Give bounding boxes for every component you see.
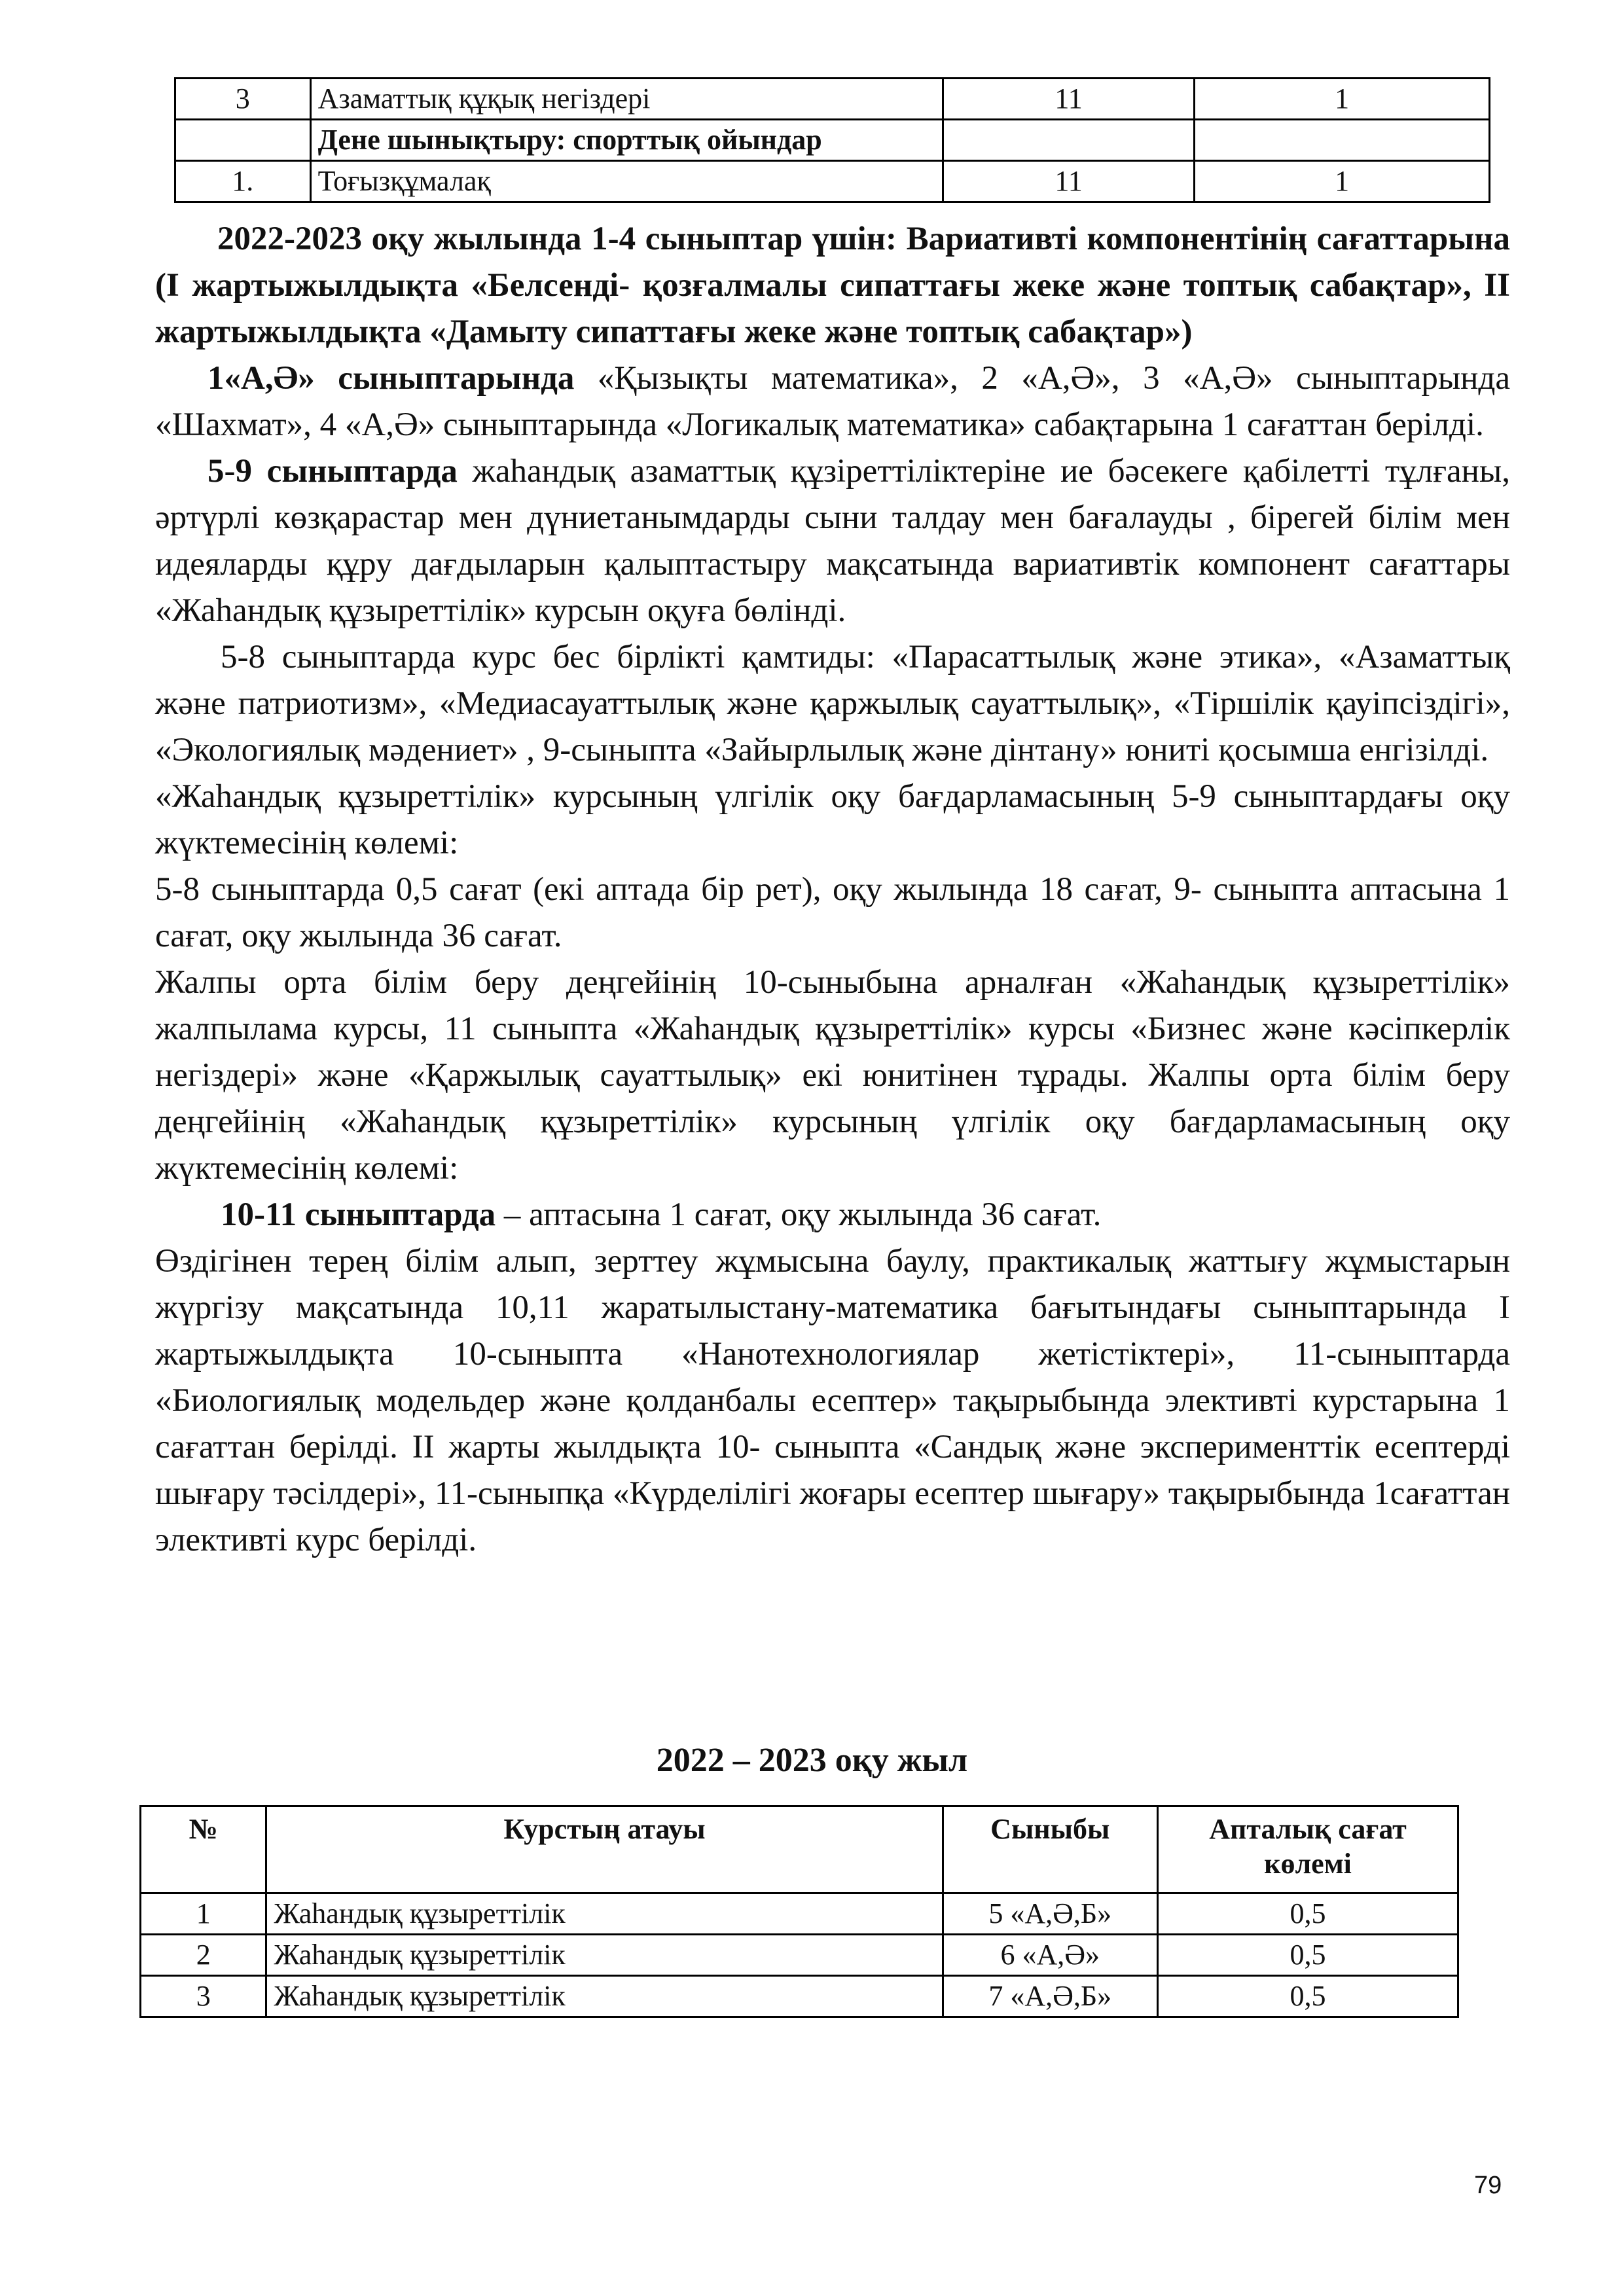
header-course-name: Курстың атауы (266, 1806, 943, 1893)
subject-name: Азаматтық құқық негіздері (310, 79, 943, 120)
row-number: 1. (175, 161, 311, 202)
page-number: 79 (1474, 2172, 1502, 2199)
row-number: 3 (175, 79, 311, 120)
grade-cell: 7 «А,Ә,Б» (943, 1976, 1158, 2017)
grade-cell: 6 «А,Ә» (943, 1935, 1158, 1976)
header-grade: Сыныбы (943, 1806, 1158, 1893)
table-header-row (141, 1806, 1458, 1893)
grade-cell: 5 «А,Ә,Б» (943, 1893, 1158, 1935)
hours-cell: 0,5 (1158, 1976, 1458, 2017)
body-text (155, 216, 1510, 1564)
bold-lead: 5-9 сыныптарда (208, 453, 458, 490)
row-number: 2 (141, 1935, 266, 1976)
paragraph-variative-1-4: 2022-2023 оқу жылында 1-4 сыныптар үшін: Вариативті компонентінің сағаттарына (І жартыжылдықта «Белсенді- қозғалмалы сипаттағы жеке және топтық сабақтар», ІІ жартыжылдықта «Дамыту сипаттағы жеке және топтық сабақтар») (155, 221, 1510, 350)
paragraph-grades-5-9 (155, 448, 1510, 634)
section-heading-cell: Дене шынықтыру: спорттық ойындар (310, 120, 943, 161)
table-row (175, 120, 1490, 161)
row-number (175, 120, 311, 161)
header-weekly-hours: Апталық сағат көлемі (1158, 1806, 1458, 1893)
paragraph-elective-courses: Өздігінен терең білім алып, зерттеу жұмысына баулу, практикалық жаттығу жұмыстарын жүргізу мақсатында 10,11 жаратылыстану-математика бағытындағы сыныптарында І жартыжылдықта 10-сыныпта «Нанотехнологиялар жетістіктері», 11-сыныптарда «Биологиялық модельдер және қолданбалы есептер» тақырыбында элективті курстарына 1 сағаттан берілді. ІІ жарты жылдықта 10- сыныпта «Сандық және эксперименттік есептерді шығару тәсілдері», 11-сыныпқа «Күрделілігі жоғары есептер шығару» тақырыбында 1сағаттан элективті курс берілді. (155, 1243, 1510, 1558)
hours-cell: 0,5 (1158, 1935, 1458, 1976)
course-name: Жаһандық құзыреттілік (266, 1935, 943, 1976)
paragraph-course-units: 5-8 сыныптарда курс бес бірлікті қамтиды: «Парасаттылық және этика», «Азаматтық және патриотизм», «Медиасауаттылық және қаржылық сауаттылық», «Тіршілік қауіпсіздігі», «Экологиялық мәдениет» , 9-сыныпта «Зайырлылық және дінтану» юниті қосымша енгізілді. (155, 639, 1510, 768)
grade-cell: 11 (943, 161, 1194, 202)
table-row (141, 1893, 1458, 1935)
table-row (141, 1976, 1458, 2017)
paragraph-workload-hours: 5-8 сыныптарда 0,5 сағат (екі аптада бір рет), оқу жылында 18 сағат, 9- сыныпта аптасына 1 сағат, оқу жылында 36 сағат. (155, 871, 1510, 954)
hours-cell: 1 (1195, 161, 1490, 202)
table-row (175, 79, 1490, 120)
paragraph-text: «Қызықты математика», 2 «А,Ә», 3 «А,Ә» сыныптарында «Шахмат», 4 «А,Ә» сыныптарында «Логикалық математика» сабақтарына 1 сағаттан берілді. (155, 360, 1510, 443)
table-row (175, 161, 1490, 202)
paragraph-text: – аптасына 1 сағат, оқу жылында 36 сағат. (496, 1196, 1102, 1233)
row-number: 3 (141, 1976, 266, 2017)
paragraph-secondary-level: Жалпы орта білім беру деңгейінің 10-сыныбына арналған «Жаһандық құзыреттілік» жалпылама курсы, 11 сыныпта «Жаһандық құзыреттілік» курсы «Бизнес және кәсіпкерлік негіздері» және «Қаржылық сауаттылық» екі юнитінен тұрады. Жалпы орта білім беру деңгейінің «Жаһандық құзыреттілік» курсының үлгілік оқу бағдарламасының оқу жүктемесінің көлемі: (155, 964, 1510, 1187)
paragraph-grades-1-4 (155, 355, 1510, 448)
subject-name: Тоғызқұмалақ (310, 161, 943, 202)
grade-cell: 11 (943, 79, 1194, 120)
header-number: № (141, 1806, 266, 1893)
bold-lead: 10-11 сыныптарда (221, 1196, 496, 1233)
hours-cell (1195, 120, 1490, 161)
paragraph-workload-intro: «Жаһандық құзыреттілік» курсының үлгілік оқу бағдарламасының 5-9 сыныптардағы оқу жүктемесінің көлемі: (155, 778, 1510, 861)
paragraph-grades-10-11 (155, 1192, 1510, 1238)
course-name: Жаһандық құзыреттілік (266, 1893, 943, 1935)
hours-cell: 0,5 (1158, 1893, 1458, 1935)
row-number: 1 (141, 1893, 266, 1935)
paragraph-text: жаһандық азаматтық құзіреттіліктеріне ие бәсекеге қабілетті тұлғаны, әртүрлі көзқарастар мен дүниетанымдарды сыни талдау мен бағалауды , бірегей білім мен идеяларды құру дағдыларын қалыптастыру мақсатында вариативтік компонент сағаттары «Жаһандық құзыреттілік» курсын оқуға бөлінді. (155, 453, 1510, 629)
bold-lead: 1«А,Ә» сыныптарында (208, 360, 575, 397)
courses-table (139, 1805, 1459, 2018)
grade-cell (943, 120, 1194, 161)
table-title: 2022 – 2023 оқу жыл (656, 1742, 968, 1779)
table-row (141, 1935, 1458, 1976)
course-name: Жаһандық құзыреттілік (266, 1976, 943, 2017)
subjects-table (174, 77, 1490, 203)
hours-cell: 1 (1195, 79, 1490, 120)
